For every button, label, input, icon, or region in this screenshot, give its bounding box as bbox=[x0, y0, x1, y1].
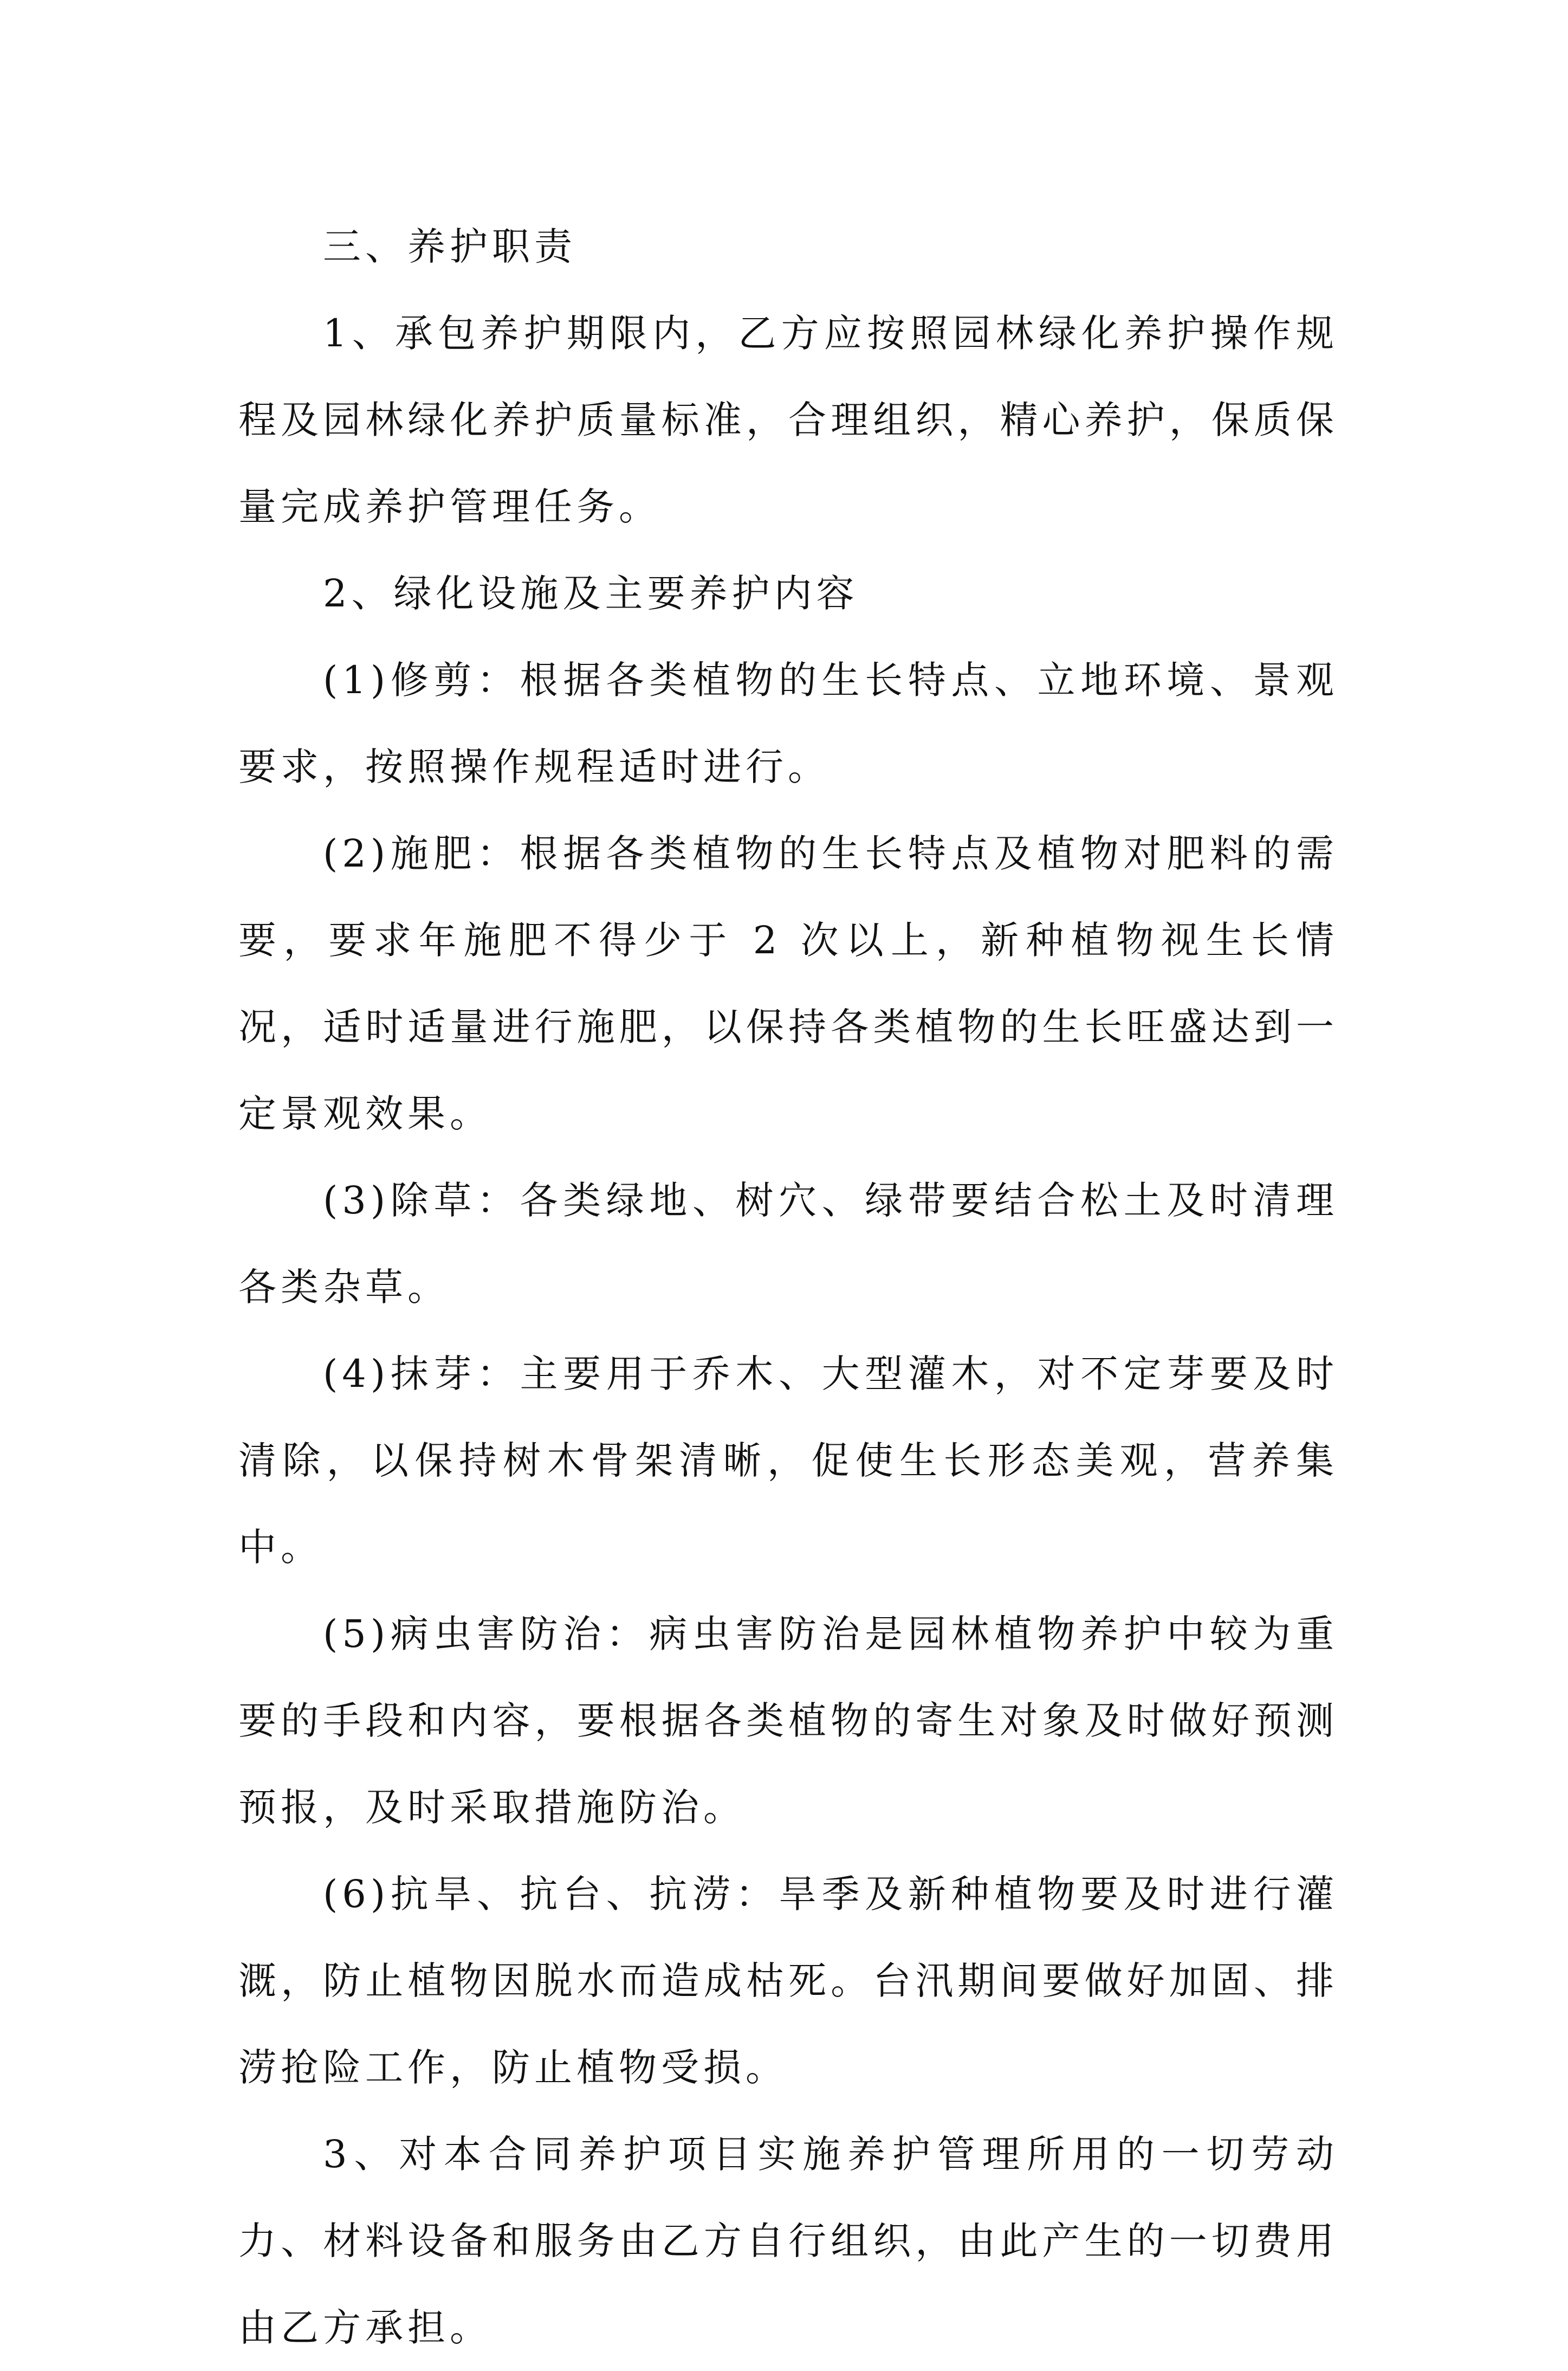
paragraph-weeding: (3)除草：各类绿地、树穴、绿带要结合松土及时清理各类杂草。 bbox=[238, 1178, 1338, 1309]
paragraph-1: 1、承包养护期限内，乙方应按照园林绿化养护操作规程及园林绿化养护质量标准，合理组织，精心养护，保质保量完成养护管理任务。 bbox=[238, 311, 1338, 529]
paragraph-drought-typhoon-flood: (6)抗旱、抗台、抗涝：旱季及新种植物要及时进行灌溉，防止植物因脱水而造成枯死。台汛期间要做好加固、排涝抢险工作，防止植物受损。 bbox=[238, 1872, 1338, 2090]
paragraph-fertilizing: (2)施肥：根据各类植物的生长特点及植物对肥料的需要，要求年施肥不得少于 2 次以上，新种植物视生长情况，适时适量进行施肥，以保持各类植物的生长旺盛达到一定景观效果。 bbox=[238, 831, 1338, 1136]
paragraph-bud-removal: (4)抹芽：主要用于乔木、大型灌木，对不定芽要及时清除，以保持树木骨架清晰，促使生长形态美观，营养集中。 bbox=[238, 1352, 1338, 1569]
paragraph-2: 2、绿化设施及主要养护内容 bbox=[323, 571, 859, 616]
paragraph-pest-control: (5)病虫害防治：病虫害防治是园林植物养护中较为重要的手段和内容，要根据各类植物的寄生对象及时做好预测预报，及时采取措施防治。 bbox=[238, 1612, 1338, 1830]
section-heading: 三、养护职责 bbox=[323, 224, 576, 269]
paragraph-pruning: (1)修剪：根据各类植物的生长特点、立地环境、景观要求，按照操作规程适时进行。 bbox=[238, 658, 1338, 789]
paragraph-3: 3、对本合同养护项目实施养护管理所用的一切劳动力、材料设备和服务由乙方自行组织，由此产生的一切费用由乙方承担。 bbox=[238, 2132, 1338, 2350]
document-body bbox=[238, 203, 1338, 2371]
